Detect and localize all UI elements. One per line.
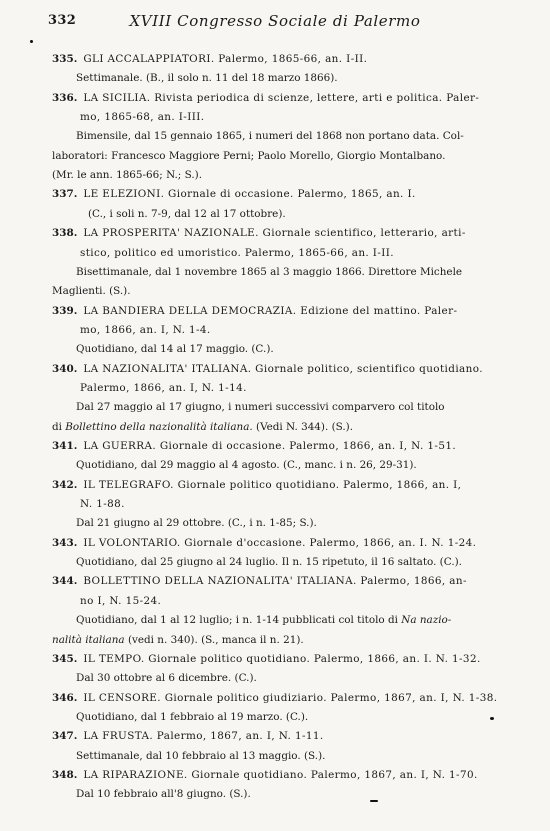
entry-text: Quotidiano, dal 29 maggio al 4 agosto. (C., manc. i n. 26, 29-31). <box>76 459 417 472</box>
entry-number: 336. <box>52 91 78 104</box>
entry-line <box>52 437 526 456</box>
ink-speck <box>30 40 33 43</box>
entry-number: 343. <box>52 536 78 549</box>
running-title: XVIII Congresso Sociale di Palermo <box>129 12 421 30</box>
entry-text: GLI ACCALAPPIATORI. Palermo, 1865-66, an. I-II. <box>83 53 368 65</box>
entry-note-line <box>76 263 526 282</box>
entry-text: (Mr. le ann. 1865-66; N.; S.). <box>52 169 203 182</box>
entry-number: 337. <box>52 188 78 201</box>
entry-text: LA FRUSTA. Palermo, 1867, an. I, N. 1-11. <box>83 730 324 743</box>
entry-number: 348. <box>52 768 78 781</box>
entry-note-line <box>76 127 526 146</box>
entry-line <box>52 766 526 785</box>
entry-text: (C., i soli n. 7-9, dal 12 al 17 ottobre). <box>88 207 286 220</box>
entry-text: Quotidiano, dal 25 giugno al 24 luglio. Il n. 15 ripetuto, il 16 saltato. (C.). <box>76 556 462 569</box>
ink-speck <box>490 717 494 720</box>
entry-text: BOLLETTINO DELLA NAZIONALITA' ITALIANA. Palermo, 1866, an- <box>83 575 467 588</box>
entry-note-line <box>76 456 526 475</box>
entry-note-line <box>52 631 526 650</box>
entry-text: stico, politico ed umoristico. Palermo, 1865-66, an. I-II. <box>80 246 394 259</box>
entry-text: IL TELEGRAFO. Giornale politico quotidiano. Palermo, 1866, an. I, <box>83 478 462 491</box>
entry-italic-text: nalità italiana <box>52 633 125 646</box>
entry-text: mo, 1865-68, an. I-III. <box>80 111 205 124</box>
entry-text: no I, N. 15-24. <box>80 594 162 607</box>
entry-text: IL CENSORE. Giornale politico giudiziario. Palermo, 1867, an. I, N. 1-38. <box>83 691 498 704</box>
entry-line <box>80 244 526 263</box>
entry-text: laboratori: Francesco Maggiore Perni; Paolo Morello, Giorgio Montalbano. <box>52 149 446 162</box>
entry-number: 342. <box>52 478 78 491</box>
entry-text: LA BANDIERA DELLA DEMOCRAZIA. Edizione del mattino. Paler- <box>83 304 458 317</box>
entry-line <box>52 302 526 321</box>
entry-text: IL VOLONTARIO. Giornale d'occasione. Palermo, 1866, an. I. N. 1-24. <box>83 536 477 549</box>
ink-speck <box>370 800 378 802</box>
entry-text: Palermo, 1866, an. I, N. 1-14. <box>80 381 247 394</box>
entry-line <box>52 572 526 591</box>
entry-italic-text: Na nazio- <box>401 614 452 627</box>
entry-text: (Vedi N. 344). (S.). <box>252 420 354 433</box>
entry-note-line <box>52 147 526 166</box>
entry-text: LA PROSPERITA' NAZIONALE. Giornale scientifico, letterario, arti- <box>83 227 466 240</box>
entry-note-line <box>76 398 526 417</box>
entry-text: Settimanale, dal 10 febbraio al 13 maggio. (S.). <box>76 749 326 762</box>
entry-text: Bimensile, dal 15 gennaio 1865, i numeri del 1868 non portano data. Col- <box>76 130 464 143</box>
entry-line <box>52 224 526 243</box>
entry-number: 335. <box>52 53 78 65</box>
entry-text: Settimanale. (B., il solo n. 11 del 18 marzo 1866). <box>76 72 338 85</box>
entry-text: Quotidiano, dal 1 febbraio al 19 marzo. (C.). <box>76 710 309 723</box>
entry-note-line <box>88 205 526 224</box>
entry-text: N. 1-88. <box>80 498 125 511</box>
entry-note-line <box>52 418 526 437</box>
entry-note-line <box>76 669 526 688</box>
entry-number: 341. <box>52 440 78 452</box>
entry-line <box>80 495 526 514</box>
entry-note-line <box>76 747 526 766</box>
entry-text: Quotidiano, dal 14 al 17 maggio. (C.). <box>76 343 274 356</box>
entry-number: 344. <box>52 575 78 588</box>
entry-line <box>52 476 526 495</box>
entry-note-line <box>76 708 526 727</box>
entry-text: LA RIPARAZIONE. Giornale quotidiano. Palermo, 1867, an. I, N. 1-70. <box>83 768 478 781</box>
entry-line <box>80 379 526 398</box>
page-header <box>0 11 550 33</box>
page-number: 332 <box>48 13 77 28</box>
entry-text: di <box>52 420 66 433</box>
entry-note-line <box>52 166 526 185</box>
entry-line <box>52 650 526 669</box>
entry-text: LA GUERRA. Giornale di occasione. Palermo, 1866, an. I, N. 1-51. <box>83 440 457 452</box>
entry-note-line <box>52 282 526 301</box>
entry-number: 347. <box>52 730 78 743</box>
entry-line <box>52 534 526 553</box>
entry-line <box>52 50 526 69</box>
entry-text: IL TEMPO. Giornale politico quotidiano. Palermo, 1866, an. I. N. 1-32. <box>83 652 481 665</box>
entry-line <box>80 108 526 127</box>
entry-line <box>52 89 526 108</box>
entry-note-line <box>76 514 526 533</box>
entry-number: 339. <box>52 304 78 317</box>
entry-text: Dal 30 ottobre al 6 dicembre. (C.). <box>76 672 257 685</box>
entry-line <box>52 185 526 204</box>
entry-line <box>52 689 526 708</box>
entry-number: 346. <box>52 691 78 704</box>
entry-number: 338. <box>52 227 78 240</box>
entry-text: (vedi n. 340). (S., manca il n. 21). <box>124 633 304 646</box>
entry-text: mo, 1866, an. I, N. 1-4. <box>80 323 211 336</box>
entry-text: LA SICILIA. Rivista periodica di scienze, lettere, arti e politica. Paler- <box>83 91 480 104</box>
entry-number: 340. <box>52 362 78 375</box>
entry-text: Bisettimanale, dal 1 novembre 1865 al 3 maggio 1866. Direttore Michele <box>76 265 463 278</box>
entry-line <box>52 360 526 379</box>
entry-line <box>80 321 526 340</box>
entry-italic-text: Bollettino della nazionalità italiana. <box>65 420 253 433</box>
entry-note-line <box>76 785 526 804</box>
entry-text: Quotidiano, dal 1 al 12 luglio; i n. 1-14 pubblicati col titolo di <box>76 614 402 627</box>
entry-text: Dal 10 febbraio all'8 giugno. (S.). <box>76 788 251 801</box>
entry-line <box>52 727 526 746</box>
entry-text: Dal 21 giugno al 29 ottobre. (C., i n. 1-85; S.). <box>76 517 317 530</box>
entry-note-line <box>76 611 526 630</box>
entry-note-line <box>76 340 526 359</box>
entry-line <box>80 592 526 611</box>
entry-text: Dal 27 maggio al 17 giugno, i numeri successivi comparvero col titolo <box>76 401 445 414</box>
entry-note-line <box>76 553 526 572</box>
entry-text: LE ELEZIONI. Giornale di occasione. Palermo, 1865, an. I. <box>83 188 416 201</box>
entry-text: LA NAZIONALITA' ITALIANA. Giornale politico, scientifico quotidiano. <box>83 362 483 375</box>
entry-note-line <box>76 69 526 88</box>
entry-number: 345. <box>52 652 78 665</box>
entry-text: Maglienti. (S.). <box>52 285 131 298</box>
